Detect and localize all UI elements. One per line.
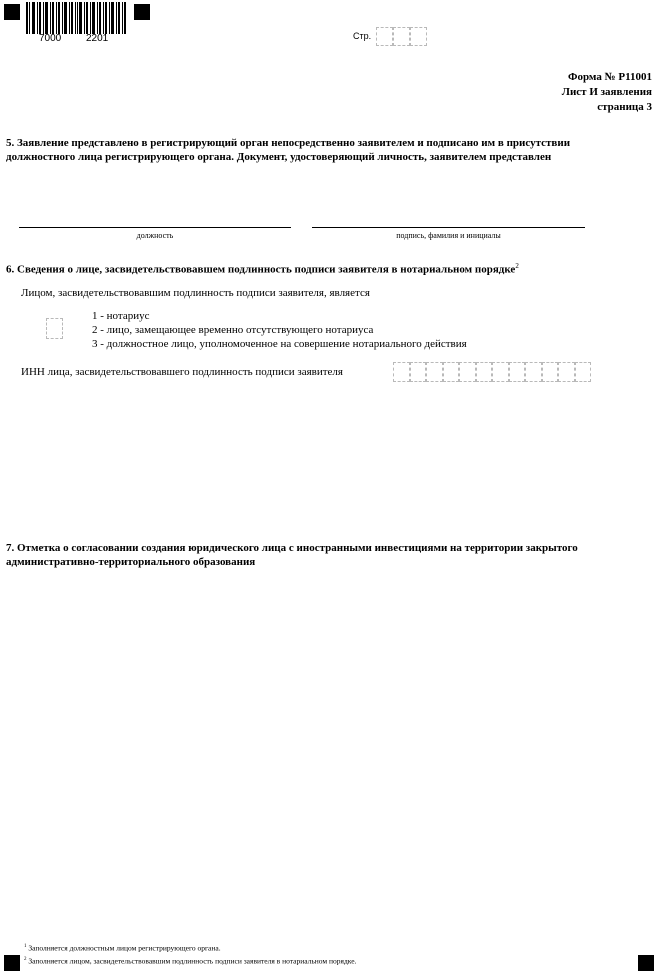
footnote-ref-2: 2: [515, 262, 519, 270]
page-counter-cell[interactable]: [376, 27, 393, 46]
footnote-2: [24, 954, 356, 967]
page-counter-label: Стр.: [353, 31, 372, 41]
notary-options: [92, 309, 467, 351]
footnotes: [24, 941, 356, 966]
notary-person-label: Лицом, засвидетельствовавшим подлинность подписи заявителя, является: [21, 287, 370, 299]
section-7-line-1: 7. Отметка о согласовании создания юридического лица с иностранными инвестициями на территории закрытого: [6, 542, 578, 554]
inn-cell[interactable]: [575, 362, 592, 382]
inn-label: ИНН лица, засвидетельствовавшего подлинность подписи заявителя: [21, 366, 343, 378]
notary-option-1: 1 - нотариус: [92, 310, 150, 322]
barcode: [26, 2, 128, 46]
notary-option-2: 2 - лицо, замещающее временно отсутствующего нотариуса: [92, 324, 374, 336]
inn-cell[interactable]: [459, 362, 476, 382]
footnote-2-mark: 2: [24, 956, 27, 962]
section-6-title-text: 6. Сведения о лице, засвидетельствовавшем подлинность подписи заявителя в нотариальном порядке: [6, 263, 516, 276]
section-5-line-1: 5. Заявление представлено в регистрирующий орган непосредственно заявителем и подписано им в присутствии: [6, 137, 571, 149]
form-number: Форма № Р11001: [568, 71, 652, 83]
page-counter-cells[interactable]: [376, 27, 427, 46]
inn-cell[interactable]: [443, 362, 460, 382]
inn-cell[interactable]: [410, 362, 427, 382]
section-6-title: [6, 262, 519, 276]
inn-cells[interactable]: [393, 362, 591, 382]
inn-cell[interactable]: [476, 362, 493, 382]
page-counter-cell[interactable]: [393, 27, 410, 46]
barcode-right-digits: 2201: [86, 33, 109, 44]
page-label: страница 3: [597, 101, 652, 113]
sheet-label: Лист И заявления: [561, 86, 652, 98]
inn-cell[interactable]: [525, 362, 542, 382]
footnote-1-mark: 1: [24, 944, 27, 949]
section-7-title: [6, 541, 578, 569]
inn-cell[interactable]: [542, 362, 559, 382]
notary-type-cell[interactable]: [46, 318, 63, 339]
barcode-left-digits: 7000: [39, 33, 62, 44]
inn-cell[interactable]: [558, 362, 575, 382]
inn-cell[interactable]: [492, 362, 509, 382]
position-line[interactable]: [19, 227, 291, 228]
corner-marker-top-left: [4, 4, 20, 20]
barcode-bars: [26, 2, 128, 34]
notary-option-3: 3 - должностное лицо, уполномоченное на совершение нотариального действия: [92, 338, 467, 350]
footnote-2-text: Заполняется лицом, засвидетельствовавшим подлинность подписи заявителя в нотариальном порядке.: [28, 956, 357, 965]
position-caption: должность: [136, 231, 174, 240]
page-counter-cell[interactable]: [410, 27, 427, 46]
corner-marker-top-right: [134, 4, 150, 20]
signature-line[interactable]: [312, 227, 585, 228]
section-7-line-2: административно-территориального образования: [6, 556, 256, 568]
inn-cell[interactable]: [393, 362, 410, 382]
inn-cell[interactable]: [426, 362, 443, 382]
corner-marker-bottom-left: [4, 955, 20, 971]
footnote-1: [24, 941, 356, 954]
inn-cell[interactable]: [509, 362, 526, 382]
section-5-text: [6, 136, 570, 164]
signature-caption: подпись, фамилия и инициалы: [396, 231, 501, 240]
footnote-1-text: Заполняется должностным лицом регистрирующего органа.: [28, 943, 221, 953]
corner-marker-bottom-right: [638, 955, 654, 971]
section-5-line-2: должностного лица регистрирующего органа. Документ, удостоверяющий личность, заявителем представлен: [6, 151, 552, 163]
form-header: [562, 70, 652, 115]
